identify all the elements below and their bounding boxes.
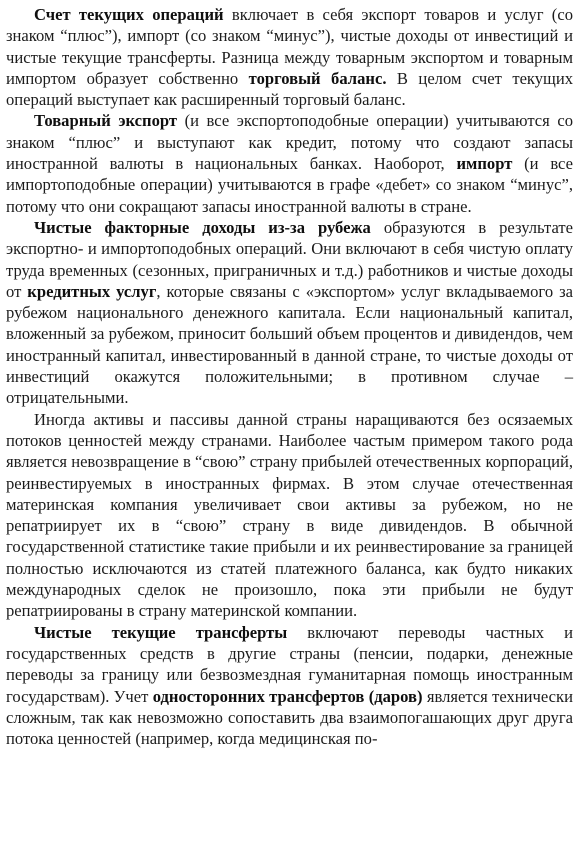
paragraph-current-account	[6, 4, 573, 110]
paragraph-net-factor-income	[6, 217, 573, 409]
paragraph-reinvested-profits	[6, 409, 573, 622]
paragraph-text: включают переводы частных и государственных средств в другие страны (пенсии, подарки, денежные переводы за границу или безвозмездная гуманитарная помощь иностранным государствам). Учет	[6, 622, 573, 706]
term-credit-services: кредитных услуг	[27, 281, 157, 301]
term-trade-balance: торговый баланс.	[248, 68, 387, 88]
paragraph-text: (и все экспортоподобные операции) учитываются со знаком “плюс” и выступают как кредит, потому что создают запасы иностранной валюты в национальных банках. Наоборот,	[6, 111, 573, 174]
paragraph-text: В целом счет текущих операций выступает как расширенный торговый баланс.	[6, 68, 574, 110]
paragraph-text: образуются в результате экспортно- и импортоподобных операций. Они включают в себя чистую оплату труда временных (сезонных, приграничных и т.д.) работников и чистые доходы от	[6, 217, 573, 301]
term-unilateral-transfers: односторонних трансфертов (даров)	[152, 686, 423, 706]
paragraph-goods-export	[6, 110, 573, 216]
term-net-factor-income: Чистые факторные доходы из-за рубежа	[34, 217, 371, 237]
paragraph-current-transfers	[6, 622, 573, 750]
term-goods-export: Товарный экспорт	[34, 111, 178, 131]
paragraph-text: включает в себя экспорт товаров и услуг (со знаком “плюс”), импорт (со знаком “минус”), чистые доходы от инвестиций и чистые текущие трансферты. Разница между товарным экспортом и товарным импортом образует собственно	[6, 5, 573, 88]
term-current-transfers: Чистые текущие трансферты	[34, 622, 288, 642]
paragraph-text: (и все импортоподобные операции) учитываются в графе «дебет» со знаком “минус”, потому что они сокращают запасы иностранной валюты в стране.	[6, 154, 573, 216]
paragraph-text: Иногда активы и пассивы данной страны наращиваются без осязаемых потоков ценностей между странами. Наиболее частым примером такого рода является невозвращение в “свою” страну прибылей отечественных корпораций, реинвестируемых в иностранных фирмах. В этом случае отечественная материнская компания увеличивает свои активы за рубежом, но не репатриирует их в “свою” страну в виде дивидендов. В обычной государственной статистике такие прибыли и их реинвестирование за границей полностью исключаются из статей платежного баланса, как будто никаких международных сделок не произошло, пока эти прибыли не будут репатриированы в страну материнской компании.	[6, 409, 573, 621]
term-current-account: Счет текущих операций	[34, 5, 224, 24]
term-import: импорт	[456, 154, 513, 174]
paragraph-text: , которые связаны с «экспортом» услуг вкладываемого за рубежом национального денежного капитала. Если национальный капитал, вложенный за рубежом, приносит больший объем процентов и дивидендов, чем иностранный капитал, инвестированный в данной стране, то чистые доходы от инвестиций окажутся положительными; в противном случае – отрицательными.	[6, 281, 573, 408]
paragraph-text: является технически сложным, так как невозможно сопоставить два взаимопогашающих друг друга потока ценностей (например, когда медицинская по-	[6, 686, 573, 749]
